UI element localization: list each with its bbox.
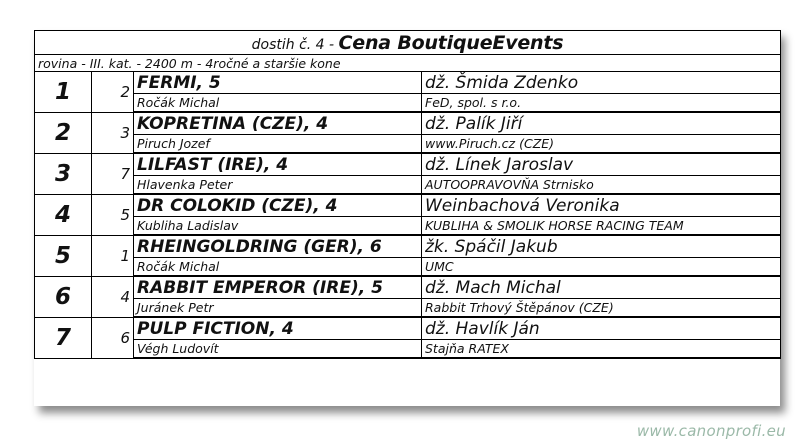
trainer-name: Piruch Jozef	[134, 135, 422, 154]
result-row	[35, 317, 781, 340]
race-results-table	[34, 30, 781, 359]
horse-name: PULP FICTION, 4	[134, 317, 422, 340]
horse-name: DR COLOKID (CZE), 4	[134, 194, 422, 217]
owner-name: UMC	[422, 258, 781, 277]
watermark: www.canonprofi.eu	[636, 422, 786, 440]
result-row-detail	[35, 340, 781, 359]
jockey-name: dž. Línek Jaroslav	[422, 153, 781, 176]
jockey-name: dž. Palík Jiří	[422, 112, 781, 135]
finish-place: 6	[35, 276, 92, 317]
trainer-name: Juránek Petr	[134, 299, 422, 318]
result-row	[35, 153, 781, 176]
result-row-detail	[35, 94, 781, 113]
owner-name: Rabbit Trhový Štěpánov (CZE)	[422, 299, 781, 318]
trainer-name: Végh Ludovít	[134, 340, 422, 359]
race-name: Cena BoutiqueEvents	[338, 31, 564, 54]
result-row	[35, 276, 781, 299]
owner-name: AUTOOPRAVOVŇA Strnisko	[422, 176, 781, 195]
start-number: 6	[92, 317, 134, 358]
horse-name: RHEINGOLDRING (GER), 6	[134, 235, 422, 258]
owner-name: www.Piruch.cz (CZE)	[422, 135, 781, 154]
horse-name: LILFAST (IRE), 4	[134, 153, 422, 176]
start-number: 1	[92, 235, 134, 276]
result-row-detail	[35, 217, 781, 236]
jockey-name: dž. Šmida Zdenko	[422, 72, 781, 94]
start-number: 7	[92, 153, 134, 194]
trainer-name: Ročák Michal	[134, 94, 422, 113]
jockey-name: dž. Mach Michal	[422, 276, 781, 299]
finish-place: 3	[35, 153, 92, 194]
horse-name: KOPRETINA (CZE), 4	[134, 112, 422, 135]
jockey-name: dž. Havlík Ján	[422, 317, 781, 340]
result-row-detail	[35, 258, 781, 277]
finish-place: 1	[35, 72, 92, 113]
result-row	[35, 72, 781, 94]
owner-name: Stajňa RATEX	[422, 340, 781, 359]
race-title	[35, 31, 781, 55]
jockey-name: žk. Spáčil Jakub	[422, 235, 781, 258]
result-row	[35, 235, 781, 258]
result-row	[35, 112, 781, 135]
result-row-detail	[35, 135, 781, 154]
result-row-detail	[35, 176, 781, 195]
result-row-detail	[35, 299, 781, 318]
horse-name: RABBIT EMPEROR (IRE), 5	[134, 276, 422, 299]
finish-place: 2	[35, 112, 92, 153]
race-conditions: rovina - III. kat. - 2400 m - 4ročné a staršie kone	[35, 55, 781, 72]
trainer-name: Kubliha Ladislav	[134, 217, 422, 236]
finish-place: 4	[35, 194, 92, 235]
start-number: 4	[92, 276, 134, 317]
start-number: 3	[92, 112, 134, 153]
race-prefix: dostih č. 4 -	[251, 36, 335, 53]
owner-name: KUBLIHA & SMOLIK HORSE RACING TEAM	[422, 217, 781, 236]
owner-name: FeD, spol. s r.o.	[422, 94, 781, 113]
horse-name: FERMI, 5	[134, 72, 422, 94]
finish-place: 7	[35, 317, 92, 358]
trainer-name: Ročák Michal	[134, 258, 422, 277]
jockey-name: Weinbachová Veronika	[422, 194, 781, 217]
finish-place: 5	[35, 235, 92, 276]
start-number: 5	[92, 194, 134, 235]
start-number: 2	[92, 72, 134, 113]
result-row	[35, 194, 781, 217]
trainer-name: Hlavenka Peter	[134, 176, 422, 195]
